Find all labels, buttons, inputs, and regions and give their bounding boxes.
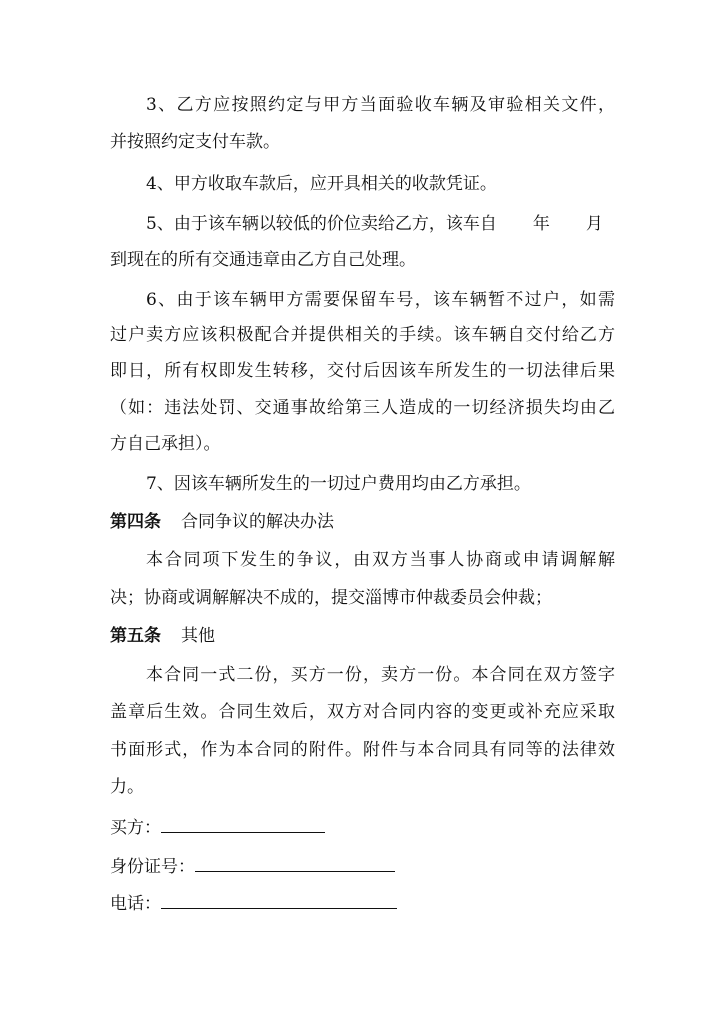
buyer-label: 买方： [110,818,161,838]
article-4-line-2: 决；协商或调解解决不成的，提交淄博市仲裁委员会仲裁； [110,588,552,608]
clause-5-month: 月 [585,214,603,234]
article-4-heading-line [110,510,615,534]
id-number-field[interactable] [195,853,395,872]
buyer-row [110,814,615,838]
phone-row [110,890,615,914]
buyer-field[interactable] [161,814,325,833]
clause-6-line-4: （如：违法处罚、交通事故给第三人造成的一切经济损失均由乙 [110,398,615,418]
clause-4-line-1: 4、甲方收取车款后，应开具相关的收款凭证。 [146,174,497,194]
clause-3-line-2: 并按照约定支付车款。 [110,132,280,152]
id-label: 身份证号： [110,857,195,877]
clause-5-line-1 [146,212,615,236]
id-row [110,853,615,877]
clause-6-line-5: 方自己承担）。 [110,434,221,454]
article-5-number: 第五条 [110,626,161,646]
clause-3-line-1: 3、乙方应按照约定与甲方当面验收车辆及审验相关文件， [146,95,615,115]
article-5-title: 其他 [181,626,215,646]
article-5-line-1: 本合同一式二份，买方一份，卖方一份。本合同在双方签字 [146,665,615,685]
clause-5-line-2: 到现在的所有交通违章由乙方自己处理。 [110,250,416,270]
article-5-line-3: 书面形式，作为本合同的附件。附件与本合同具有同等的法律效 [110,740,615,760]
clause-7-line-1: 7、因该车辆所发生的一切过户费用均由乙方承担。 [146,474,531,494]
clause-6-line-1: 6、由于该车辆甲方需要保留车号，该车辆暂不过户，如需 [146,290,615,310]
article-4-line-1: 本合同项下发生的争议，由双方当事人协商或申请调解解 [146,550,615,570]
article-4-number: 第四条 [110,512,161,532]
article-4-title: 合同争议的解决办法 [181,512,334,532]
article-5-heading-line [110,624,615,648]
phone-label: 电话： [110,894,161,914]
clause-6-line-3: 即日，所有权即发生转移，交付后因该车所发生的一切法律后果 [110,361,615,381]
phone-field[interactable] [161,890,397,909]
clause-5-year: 年 [532,214,550,234]
clause-5-text: 5、由于该车辆以较低的价位卖给乙方，该车自 [146,214,497,234]
article-5-line-4: 力。 [110,777,144,797]
clause-6-line-2: 过户卖方应该积极配合并提供相关的手续。该车辆自交付给乙方 [110,325,615,345]
article-5-line-2: 盖章后生效。合同生效后，双方对合同内容的变更或补充应采取 [110,702,615,722]
